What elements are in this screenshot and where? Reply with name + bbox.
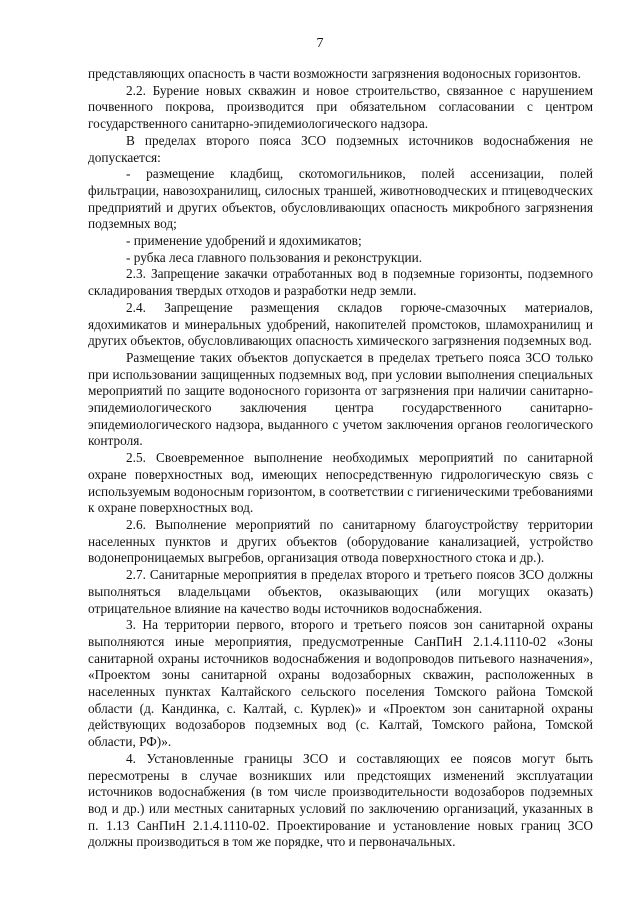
list-item-logging: - рубка леса главного пользования и реконструкции. (126, 249, 423, 265)
paragraph-3: 3. На территории первого, второго и третьего поясов зон санитарной охраны выполняются иные мероприятия, предусмотренные СанПиН 2.1.4.1110-02 «Зоны санитарной охраны источников водоснабжения и водопроводов питьевого назначения», «Проектом зоны санитарной охраны водозаборных скважин, расположенных в населенных пунктах Калтайского сельского поселения Томского района Томской области (д. Кандинка, с. Калтай, с. Курлек)» и «Проектом зон санитарной охраны действующих водозаборов подземных вод (с. Калтай, Томского района, Томской области, РФ)». (88, 617, 593, 750)
paragraph-2-7: 2.7. Санитарные мероприятия в пределах второго и третьего поясов ЗСО должны выполняться владельцами объектов, оказывающих (или могущих оказать) отрицательное влияние на качество воды источников водоснабжения. (88, 567, 593, 616)
paragraph-placement: Размещение таких объектов допускается в пределах третьего пояса ЗСО только при использовании защищенных подземных вод, при условии выполнения специальных мероприятий по защите водоносного горизонта от загрязнения при наличии санитарно-эпидемиологического заключения центра государственного санитарно-эпидемиологического надзора, выданного с учетом заключения органов геологического контроля. (88, 349, 593, 449)
document-body (88, 66, 593, 851)
paragraph-2-2: 2.2. Бурение новых скважин и новое строительство, связанное с нарушением почвенного покрова, производится при обязательном согласовании с центром государственного санитарно-эпидемиологического надзора. (88, 82, 593, 132)
paragraph-second-belt-intro: В пределах второго пояса ЗСО подземных источников водоснабжения не допускается: (88, 132, 593, 165)
list-item-fertilizers: - применение удобрений и ядохимикатов; (126, 233, 362, 249)
paragraph-2-4: 2.4. Запрещение размещения складов горюче-смазочных материалов, ядохимикатов и минеральных удобрений, накопителей промстоков, шламохранилищ и других объектов, обусловливающих опасность химического загрязнения подземных вод. (88, 299, 593, 349)
list-item-cemeteries: - размещение кладбищ, скотомогильников, полей ассенизации, полей фильтрации, навозохранилищ, силосных траншей, животноводческих и птицеводческих предприятий и других объектов, обусловливающих опасность микробного загрязнения подземных вод; (88, 166, 593, 232)
paragraph-2-3: 2.3. Запрещение закачки отработанных вод в подземные горизонты, подземного складирования твердых отходов и разработки недр земли. (88, 266, 593, 299)
paragraph-1-continuation: представляющих опасность в части возможности загрязнения водоносных горизонтов. (88, 66, 581, 81)
paragraph-2-6: 2.6. Выполнение мероприятий по санитарному благоустройству территории населенных пунктов и других объектов (оборудование канализацией, устройство водонепроницаемых выгребов, организация отвода поверхностного стока и др.). (88, 516, 593, 566)
page-number: 7 (316, 36, 324, 51)
paragraph-2-5: 2.5. Своевременное выполнение необходимых мероприятий по санитарной охране поверхностных вод, имеющих непосредственную гидрологическую связь с используемым водоносным горизонтом, в соответствии с гигиеническими требованиями к охране поверхностных вод. (88, 450, 593, 516)
paragraph-4: 4. Установленные границы ЗСО и составляющих ее поясов могут быть пересмотрены в случае возникших или предстоящих изменений эксплуатации источников водоснабжения (в том числе производительности водозаборов подземных вод и др.) или местных санитарных условий по заключению организаций, указанных в п. 1.13 СанПиН 2.1.4.1110-02. Проектирование и установление новых границ ЗСО должны производиться в том же порядке, что и первоначальных. (88, 750, 593, 850)
